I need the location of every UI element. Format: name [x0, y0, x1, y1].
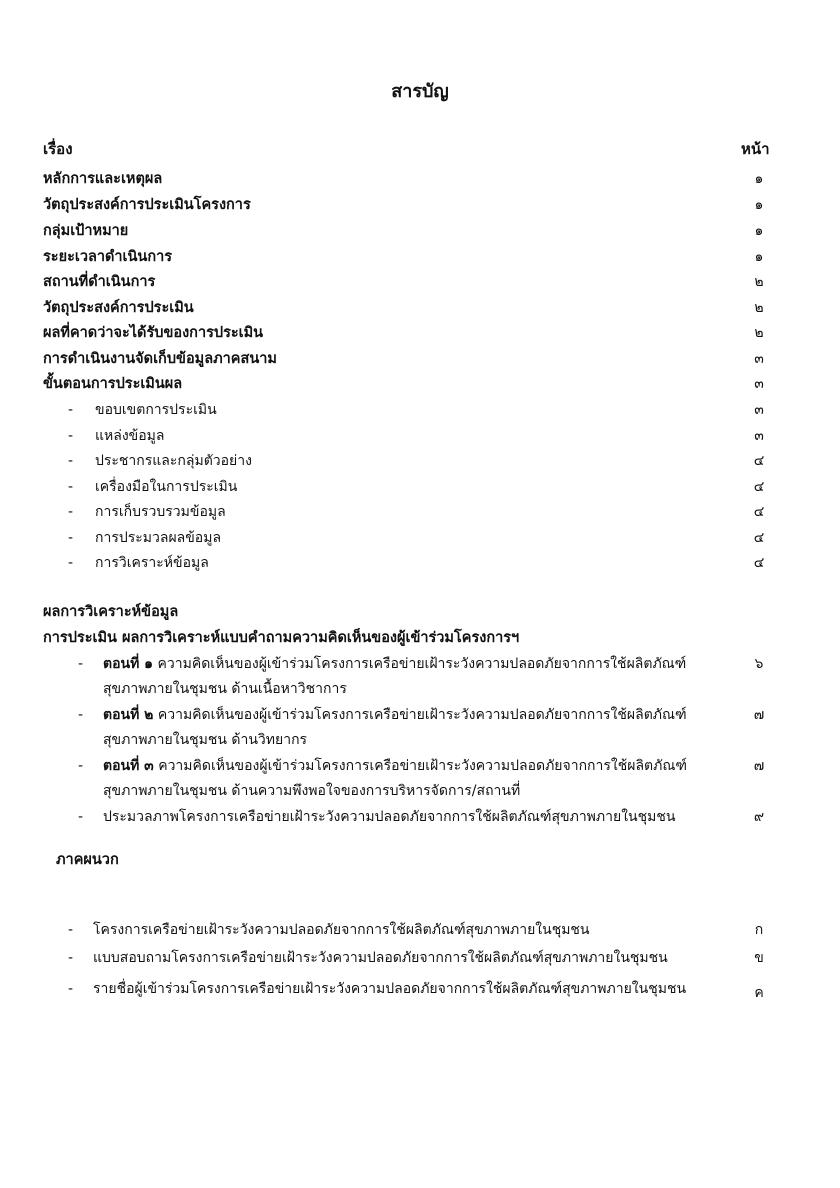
part-title-continuation: สุขภาพภายในชุมชน ด้านเนื้อหาวิชาการ — [103, 681, 347, 697]
bullet-dash: - — [68, 530, 74, 546]
page-column-header: หน้า — [741, 140, 770, 158]
toc-entry-title: ผลที่คาดว่าจะได้รับของการประเมิน — [43, 325, 264, 341]
appendix-title: โครงการเครือข่ายเฝ้าระวังความปลอดภัยจากการใช้ผลิตภัณฑ์สุขภาพภายในชุมชน — [93, 922, 590, 938]
toc-entry-page: ๒ — [754, 325, 764, 341]
part-title: ความคิดเห็นของผู้เข้าร่วมโครงการเครือข่ายเฝ้าระวังความปลอดภัยจากการใช้ผลิตภัณฑ์ — [157, 656, 687, 672]
toc-entry-title: ขั้นตอนการประเมินผล — [43, 376, 183, 392]
toc-entry-page: ๗ — [753, 758, 765, 774]
bullet-dash: - — [78, 707, 84, 723]
bullet-dash: - — [68, 981, 74, 997]
topic-column-header: เรื่อง — [43, 140, 73, 158]
bullet-dash: - — [68, 402, 74, 418]
toc-entry-title: สถานที่ดำเนินการ — [43, 274, 156, 290]
toc-entry-page: ก — [754, 922, 764, 938]
toc-entry-title: กลุ่มเป้าหมาย — [43, 223, 129, 239]
toc-entry-title: หลักการและเหตุผล — [43, 171, 163, 187]
toc-entry-page: ๔ — [753, 530, 765, 546]
toc-entry-page: ๑ — [754, 197, 764, 213]
toc-entry-page: ๑ — [754, 249, 764, 265]
bullet-dash: - — [68, 555, 74, 571]
analysis-heading: ผลการวิเคราะห์ข้อมูล — [43, 604, 179, 620]
bullet-dash: - — [78, 809, 84, 825]
toc-entry-title: ระยะเวลาดำเนินการ — [43, 249, 173, 265]
toc-subentry-title: การวิเคราะห์ข้อมูล — [95, 555, 209, 571]
toc-entry-page: ๙ — [753, 809, 765, 825]
toc-subentry-title: ขอบเขตการประเมิน — [95, 402, 217, 418]
bullet-dash: - — [68, 453, 74, 469]
toc-entry-page: ๓ — [754, 351, 764, 367]
toc-entry-page: ข — [754, 950, 764, 966]
toc-entry-page: ๖ — [754, 656, 764, 672]
toc-entry-page: ๓ — [754, 402, 764, 418]
toc-entry-page: ๒ — [754, 274, 764, 290]
toc-entry-page: ๗ — [753, 707, 765, 723]
appendix-heading: ภาคผนวก — [56, 852, 119, 868]
toc-subentry-title: แหล่งข้อมูล — [95, 428, 165, 444]
toc-entry-page: ๔ — [753, 479, 765, 495]
toc-entry-title: วัตถุประสงค์การประเมินโครงการ — [43, 197, 251, 213]
bullet-dash: - — [78, 758, 84, 774]
toc-entry-page: ๔ — [753, 504, 765, 520]
part-title-continuation: สุขภาพภายในชุมชน ด้านความพึงพอใจของการบริหารจัดการ/สถานที่ — [103, 783, 521, 799]
part-label: ตอนที่ ๑ — [103, 656, 154, 672]
toc-entry-page: ๔ — [753, 453, 765, 469]
appendix-title: รายชื่อผู้เข้าร่วมโครงการเครือข่ายเฝ้าระวังความปลอดภัยจากการใช้ผลิตภัณฑ์สุขภาพภายในชุมชน — [93, 981, 687, 997]
bullet-dash: - — [78, 656, 84, 672]
bullet-dash: - — [68, 479, 74, 495]
page-title: สารบัญ — [391, 81, 449, 102]
toc-subentry-title: การเก็บรวบรวมข้อมูล — [95, 504, 226, 520]
toc-entry-page: ๑ — [754, 223, 764, 239]
toc-entry-title: วัตถุประสงค์การประเมิน — [43, 300, 194, 316]
toc-subentry-title: ประชากรและกลุ่มตัวอย่าง — [95, 453, 252, 469]
toc-entry-page: ๑ — [754, 171, 764, 187]
toc-entry-page: ๓ — [754, 376, 764, 392]
toc-entry-page: ๒ — [754, 300, 764, 316]
analysis-subheading: การประเมิน ผลการวิเคราะห์แบบคำถามความคิดเห็นของผู้เข้าร่วมโครงการฯ — [43, 630, 520, 646]
toc-subentry-title: การประมวลผลข้อมูล — [95, 530, 222, 546]
bullet-dash: - — [68, 950, 74, 966]
bullet-dash: - — [68, 922, 74, 938]
summary-title: ประมวลภาพโครงการเครือข่ายเฝ้าระวังความปลอดภัยจากการใช้ผลิตภัณฑ์สุขภาพภายในชุมชน — [103, 809, 676, 825]
bullet-dash: - — [68, 504, 74, 520]
appendix-title: แบบสอบถามโครงการเครือข่ายเฝ้าระวังความปลอดภัยจากการใช้ผลิตภัณฑ์สุขภาพภายในชุมชน — [93, 950, 668, 966]
part-title: ความคิดเห็นของผู้เข้าร่วมโครงการเครือข่ายเฝ้าระวังความปลอดภัยจากการใช้ผลิตภัณฑ์ — [157, 707, 687, 723]
part-label: ตอนที่ ๒ — [103, 707, 154, 723]
toc-entry-page: ๔ — [753, 555, 765, 571]
toc-subentry-title: เครื่องมือในการประเมิน — [95, 479, 238, 495]
part-title-continuation: สุขภาพภายในชุมชน ด้านวิทยากร — [103, 732, 308, 748]
bullet-dash: - — [68, 428, 74, 444]
part-label: ตอนที่ ๓ — [103, 758, 154, 774]
part-title: ความคิดเห็นของผู้เข้าร่วมโครงการเครือข่ายเฝ้าระวังความปลอดภัยจากการใช้ผลิตภัณฑ์ — [158, 758, 687, 774]
toc-entry-page: ค — [754, 985, 764, 1001]
toc-entry-title: การดำเนินงานจัดเก็บข้อมูลภาคสนาม — [43, 351, 277, 367]
toc-entry-page: ๓ — [754, 428, 764, 444]
